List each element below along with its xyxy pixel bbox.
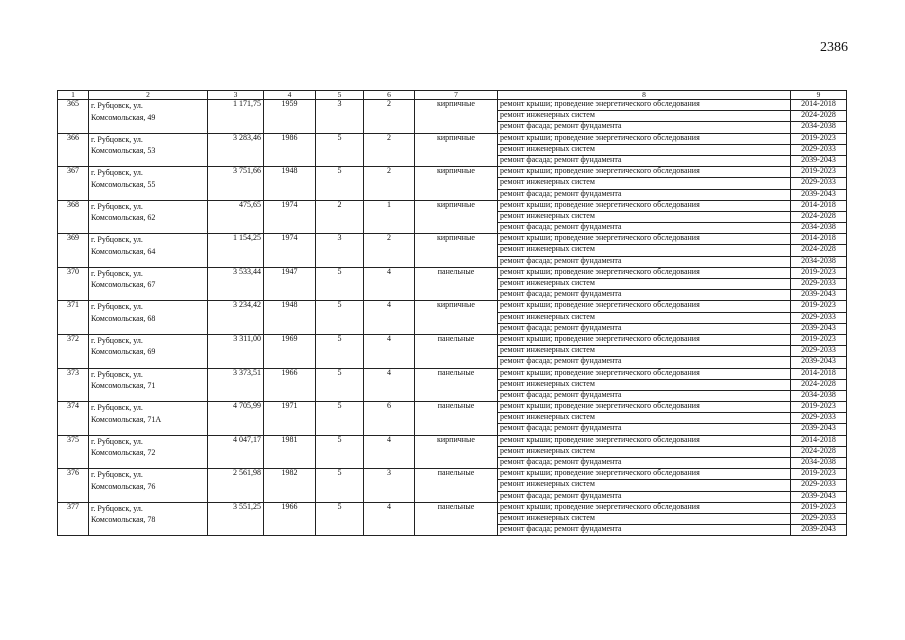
- address-line-2: Комсомольская, 53: [91, 146, 156, 156]
- area-cell: 2 561,98: [208, 469, 264, 503]
- work-type-cell: ремонт инженерных систем: [498, 513, 791, 524]
- floors-cell: 5: [316, 469, 364, 503]
- entrances-cell: 2: [364, 167, 415, 201]
- column-header: 8: [498, 91, 791, 100]
- period-cell: 2029-2033: [791, 178, 847, 189]
- period-cell: 2039-2043: [791, 424, 847, 435]
- work-type-cell: ремонт фасада; ремонт фундамента: [498, 323, 791, 334]
- row-number: 374: [58, 402, 89, 436]
- period-cell: 2039-2043: [791, 155, 847, 166]
- address-line-2: Комсомольская, 71А: [91, 414, 162, 424]
- period-cell: 2014-2018: [791, 368, 847, 379]
- row-number: 367: [58, 167, 89, 201]
- floors-cell: 5: [316, 435, 364, 469]
- wall-material-cell: кирпичные: [415, 133, 498, 167]
- period-cell: 2034-2038: [791, 458, 847, 469]
- period-cell: 2019-2023: [791, 402, 847, 413]
- year-cell: 1981: [264, 435, 316, 469]
- period-cell: 2019-2023: [791, 267, 847, 278]
- wall-material-cell: кирпичные: [415, 167, 498, 201]
- address-line-2: Комсомольская, 69: [91, 347, 156, 357]
- table-row: [58, 267, 847, 278]
- work-type-cell: ремонт инженерных систем: [498, 279, 791, 290]
- wall-material-cell: кирпичные: [415, 100, 498, 134]
- address-line-1: г. Рубцовск, ул.: [91, 369, 143, 379]
- address-cell: [89, 100, 208, 134]
- floors-cell: 5: [316, 334, 364, 368]
- period-cell: 2039-2043: [791, 491, 847, 502]
- year-cell: 1959: [264, 100, 316, 134]
- address-line-2: Комсомольская, 78: [91, 515, 156, 525]
- floors-cell: 5: [316, 502, 364, 536]
- address-cell: [89, 334, 208, 368]
- work-type-cell: ремонт крыши; проведение энергетического обследования: [498, 469, 791, 480]
- entrances-cell: 1: [364, 200, 415, 234]
- table-row: [58, 200, 847, 211]
- work-type-cell: ремонт крыши; проведение энергетического обследования: [498, 502, 791, 513]
- table-row: [58, 334, 847, 345]
- wall-material-cell: панельные: [415, 469, 498, 503]
- address-line-2: Комсомольская, 76: [91, 481, 156, 491]
- work-type-cell: ремонт фасада; ремонт фундамента: [498, 290, 791, 301]
- entrances-cell: 4: [364, 368, 415, 402]
- row-number: 368: [58, 200, 89, 234]
- year-cell: 1986: [264, 133, 316, 167]
- address-line-1: г. Рубцовск, ул.: [91, 503, 143, 513]
- address-line-2: Комсомольская, 49: [91, 112, 156, 122]
- page-number: 2386: [820, 40, 848, 55]
- work-type-cell: ремонт фасада; ремонт фундамента: [498, 223, 791, 234]
- column-header: 5: [316, 91, 364, 100]
- table-row: [58, 402, 847, 413]
- period-cell: 2039-2043: [791, 357, 847, 368]
- floors-cell: 5: [316, 167, 364, 201]
- address-line-2: Комсомольская, 62: [91, 213, 156, 223]
- entrances-cell: 4: [364, 334, 415, 368]
- work-type-cell: ремонт крыши; проведение энергетического обследования: [498, 267, 791, 278]
- area-cell: 3 551,25: [208, 502, 264, 536]
- address-line-1: г. Рубцовск, ул.: [91, 235, 143, 245]
- work-type-cell: ремонт инженерных систем: [498, 480, 791, 491]
- period-cell: 2024-2028: [791, 111, 847, 122]
- table-row: [58, 234, 847, 245]
- column-header: 9: [791, 91, 847, 100]
- period-cell: 2019-2023: [791, 502, 847, 513]
- work-type-cell: ремонт фасада; ремонт фундамента: [498, 357, 791, 368]
- table-row: [58, 435, 847, 446]
- address-cell: [89, 469, 208, 503]
- entrances-cell: 2: [364, 133, 415, 167]
- period-cell: 2039-2043: [791, 189, 847, 200]
- area-cell: 3 751,66: [208, 167, 264, 201]
- wall-material-cell: панельные: [415, 368, 498, 402]
- work-type-cell: ремонт крыши; проведение энергетического обследования: [498, 167, 791, 178]
- row-number: 375: [58, 435, 89, 469]
- year-cell: 1948: [264, 301, 316, 335]
- entrances-cell: 2: [364, 100, 415, 134]
- address-line-1: г. Рубцовск, ул.: [91, 168, 143, 178]
- wall-material-cell: кирпичные: [415, 200, 498, 234]
- floors-cell: 3: [316, 234, 364, 268]
- row-number: 376: [58, 469, 89, 503]
- address-line-2: Комсомольская, 71: [91, 381, 156, 390]
- wall-material-cell: панельные: [415, 402, 498, 436]
- wall-material-cell: кирпичные: [415, 234, 498, 268]
- period-cell: 2024-2028: [791, 446, 847, 457]
- table-body: [58, 100, 847, 536]
- row-number: 377: [58, 502, 89, 536]
- period-cell: 2029-2033: [791, 279, 847, 290]
- address-cell: [89, 267, 208, 301]
- address-cell: [89, 402, 208, 436]
- period-cell: 2029-2033: [791, 346, 847, 357]
- column-header: 6: [364, 91, 415, 100]
- wall-material-cell: панельные: [415, 502, 498, 536]
- entrances-cell: 4: [364, 301, 415, 335]
- area-cell: 3 234,42: [208, 301, 264, 335]
- table-row: [58, 469, 847, 480]
- floors-cell: 2: [316, 200, 364, 234]
- period-cell: 2024-2028: [791, 379, 847, 390]
- work-type-cell: ремонт инженерных систем: [498, 245, 791, 256]
- floors-cell: 5: [316, 368, 364, 402]
- work-type-cell: ремонт инженерных систем: [498, 379, 791, 390]
- entrances-cell: 4: [364, 502, 415, 536]
- area-cell: 3 283,46: [208, 133, 264, 167]
- row-number: 366: [58, 133, 89, 167]
- work-type-cell: ремонт инженерных систем: [498, 144, 791, 155]
- period-cell: 2039-2043: [791, 290, 847, 301]
- work-type-cell: ремонт крыши; проведение энергетического обследования: [498, 435, 791, 446]
- area-cell: 3 373,51: [208, 368, 264, 402]
- period-cell: 2029-2033: [791, 413, 847, 424]
- area-cell: 1 154,25: [208, 234, 264, 268]
- table-row: [58, 368, 847, 379]
- work-type-cell: ремонт фасада; ремонт фундамента: [498, 491, 791, 502]
- period-cell: 2024-2028: [791, 211, 847, 222]
- year-cell: 1966: [264, 368, 316, 402]
- entrances-cell: 6: [364, 402, 415, 436]
- column-header: 7: [415, 91, 498, 100]
- floors-cell: 5: [316, 301, 364, 335]
- period-cell: 2014-2018: [791, 234, 847, 245]
- work-type-cell: ремонт фасада; ремонт фундамента: [498, 155, 791, 166]
- work-type-cell: ремонт инженерных систем: [498, 346, 791, 357]
- area-cell: 4 705,99: [208, 402, 264, 436]
- address-line-1: г. Рубцовск, ул.: [91, 436, 143, 446]
- period-cell: 2019-2023: [791, 167, 847, 178]
- work-type-cell: ремонт крыши; проведение энергетического обследования: [498, 234, 791, 245]
- row-number: 371: [58, 301, 89, 335]
- row-number: 365: [58, 100, 89, 134]
- area-cell: 3 311,00: [208, 334, 264, 368]
- area-cell: 4 047,17: [208, 435, 264, 469]
- work-type-cell: ремонт крыши; проведение энергетического обследования: [498, 133, 791, 144]
- period-cell: 2039-2043: [791, 323, 847, 334]
- work-type-cell: ремонт крыши; проведение энергетического обследования: [498, 334, 791, 345]
- work-type-cell: ремонт крыши; проведение энергетического обследования: [498, 368, 791, 379]
- address-line-1: г. Рубцовск, ул.: [91, 470, 143, 480]
- wall-material-cell: панельные: [415, 267, 498, 301]
- work-type-cell: ремонт крыши; проведение энергетического обследования: [498, 402, 791, 413]
- address-line-2: Комсомольская, 55: [91, 179, 156, 189]
- work-type-cell: ремонт фасада; ремонт фундамента: [498, 458, 791, 469]
- address-cell: [89, 234, 208, 268]
- period-cell: 2029-2033: [791, 480, 847, 491]
- work-type-cell: ремонт крыши; проведение энергетического обследования: [498, 200, 791, 211]
- entrances-cell: 2: [364, 234, 415, 268]
- wall-material-cell: кирпичные: [415, 435, 498, 469]
- address-line-2: Комсомольская, 72: [91, 448, 156, 458]
- year-cell: 1974: [264, 200, 316, 234]
- year-cell: 1948: [264, 167, 316, 201]
- period-cell: 2019-2023: [791, 301, 847, 312]
- year-cell: 1969: [264, 334, 316, 368]
- row-number: 372: [58, 334, 89, 368]
- year-cell: 1947: [264, 267, 316, 301]
- address-line-1: г. Рубцовск, ул.: [91, 268, 143, 278]
- address-cell: [89, 301, 208, 335]
- work-type-cell: ремонт инженерных систем: [498, 178, 791, 189]
- address-line-1: г. Рубцовск, ул.: [91, 302, 143, 312]
- address-cell: [89, 167, 208, 201]
- row-number: 369: [58, 234, 89, 268]
- work-type-cell: ремонт инженерных систем: [498, 211, 791, 222]
- work-type-cell: ремонт фасада; ремонт фундамента: [498, 424, 791, 435]
- period-cell: 2034-2038: [791, 223, 847, 234]
- period-cell: 2024-2028: [791, 245, 847, 256]
- work-type-cell: ремонт фасада; ремонт фундамента: [498, 256, 791, 267]
- table-row: [58, 502, 847, 513]
- address-line-1: г. Рубцовск, ул.: [91, 201, 143, 211]
- period-cell: 2034-2038: [791, 122, 847, 133]
- address-line-1: г. Рубцовск, ул.: [91, 335, 143, 345]
- wall-material-cell: кирпичные: [415, 301, 498, 335]
- period-cell: 2014-2018: [791, 435, 847, 446]
- floors-cell: 5: [316, 133, 364, 167]
- address-line-1: г. Рубцовск, ул.: [91, 403, 143, 413]
- area-cell: 3 533,44: [208, 267, 264, 301]
- row-number: 373: [58, 368, 89, 402]
- table-row: [58, 301, 847, 312]
- address-cell: [89, 435, 208, 469]
- period-cell: 2034-2038: [791, 390, 847, 401]
- year-cell: 1982: [264, 469, 316, 503]
- work-type-cell: ремонт крыши; проведение энергетического обследования: [498, 301, 791, 312]
- floors-cell: 5: [316, 267, 364, 301]
- address-cell: [89, 200, 208, 234]
- entrances-cell: 3: [364, 469, 415, 503]
- floors-cell: 5: [316, 402, 364, 436]
- table-row: [58, 133, 847, 144]
- period-cell: 2019-2023: [791, 469, 847, 480]
- address-line-1: г. Рубцовск, ул.: [91, 101, 143, 110]
- period-cell: 2029-2033: [791, 513, 847, 524]
- work-type-cell: ремонт фасада; ремонт фундамента: [498, 122, 791, 133]
- period-cell: 2039-2043: [791, 525, 847, 536]
- work-type-cell: ремонт крыши; проведение энергетического обследования: [498, 100, 791, 111]
- period-cell: 2029-2033: [791, 312, 847, 323]
- entrances-cell: 4: [364, 435, 415, 469]
- column-header: 2: [89, 91, 208, 100]
- area-cell: 475,65: [208, 200, 264, 234]
- work-type-cell: ремонт фасада; ремонт фундамента: [498, 390, 791, 401]
- floors-cell: 3: [316, 100, 364, 134]
- column-header: 3: [208, 91, 264, 100]
- period-cell: 2034-2038: [791, 256, 847, 267]
- year-cell: 1974: [264, 234, 316, 268]
- address-line-2: Комсомольская, 67: [91, 280, 156, 290]
- address-line-2: Комсомольская, 64: [91, 246, 156, 256]
- column-number-row: [58, 91, 847, 100]
- period-cell: 2029-2033: [791, 144, 847, 155]
- work-type-cell: ремонт фасада; ремонт фундамента: [498, 189, 791, 200]
- wall-material-cell: панельные: [415, 334, 498, 368]
- work-type-cell: ремонт фасада; ремонт фундамента: [498, 525, 791, 536]
- column-header: 1: [58, 91, 89, 100]
- work-type-cell: ремонт инженерных систем: [498, 111, 791, 122]
- period-cell: 2014-2018: [791, 100, 847, 111]
- address-cell: [89, 368, 208, 402]
- row-number: 370: [58, 267, 89, 301]
- housing-repair-table: [57, 90, 847, 536]
- address-line-1: г. Рубцовск, ул.: [91, 134, 143, 144]
- period-cell: 2014-2018: [791, 200, 847, 211]
- year-cell: 1971: [264, 402, 316, 436]
- address-cell: [89, 133, 208, 167]
- address-line-2: Комсомольская, 68: [91, 313, 156, 323]
- work-type-cell: ремонт инженерных систем: [498, 413, 791, 424]
- table-row: [58, 167, 847, 178]
- column-header: 4: [264, 91, 316, 100]
- entrances-cell: 4: [364, 267, 415, 301]
- table-row: [58, 100, 847, 111]
- period-cell: 2019-2023: [791, 133, 847, 144]
- year-cell: 1966: [264, 502, 316, 536]
- area-cell: 1 171,75: [208, 100, 264, 134]
- address-cell: [89, 502, 208, 536]
- work-type-cell: ремонт инженерных систем: [498, 446, 791, 457]
- work-type-cell: ремонт инженерных систем: [498, 312, 791, 323]
- period-cell: 2019-2023: [791, 334, 847, 345]
